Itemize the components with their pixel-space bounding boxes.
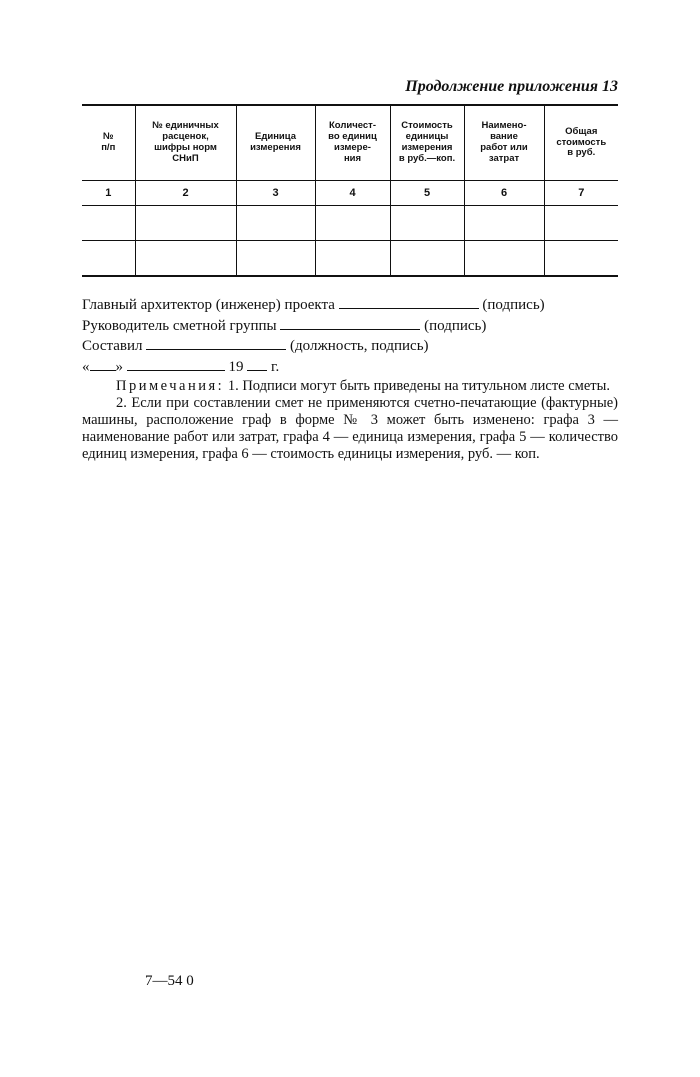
chief-architect-suffix: (подпись) <box>482 297 545 313</box>
header-unit: Единица измерения <box>236 105 315 181</box>
footer-code: 7—54 0 <box>145 973 194 989</box>
table-cell <box>236 241 315 277</box>
table-row <box>82 206 618 241</box>
note-1 <box>82 378 618 395</box>
table-header-row <box>82 105 618 181</box>
note-2 <box>82 395 618 463</box>
compiler-signature-blank <box>146 336 286 350</box>
table-cell <box>390 206 464 241</box>
table-row <box>82 241 618 277</box>
date-open-quote: « <box>82 358 90 375</box>
table-cell <box>236 206 315 241</box>
header-quantity: Количест- во единиц измере- ния <box>315 105 390 181</box>
header-total-cost: Общая стоимость в руб. <box>544 105 618 181</box>
group-leader-suffix: (подпись) <box>424 317 487 334</box>
compiler-label: Составил <box>82 338 143 354</box>
header-work-name: Наимено- вание работ или затрат <box>464 105 544 181</box>
page-heading: Продолжение приложения 13 <box>405 78 618 95</box>
column-number: 6 <box>464 181 544 206</box>
group-leader-label: Руководитель сметной группы <box>82 317 277 334</box>
chief-architect-signature-blank <box>339 295 479 309</box>
header-unit-cost: Стоимость единицы измерения в руб.—коп. <box>390 105 464 181</box>
date-suffix: г. <box>271 358 280 375</box>
date-line <box>82 357 622 378</box>
column-number: 7 <box>544 181 618 206</box>
notes-title: Примечания: <box>116 378 225 394</box>
column-number: 4 <box>315 181 390 206</box>
group-leader-signature-blank <box>280 316 420 330</box>
date-year-blank <box>247 357 267 371</box>
estimate-table <box>82 104 618 277</box>
table-cell <box>544 206 618 241</box>
table-cell <box>315 206 390 241</box>
chief-architect-line <box>82 295 622 316</box>
table-cell <box>135 206 236 241</box>
note-1-text: 1. Подписи могут быть приведены на титульном листе сметы. <box>227 378 610 394</box>
date-month-blank <box>127 357 225 371</box>
date-day-blank <box>90 357 116 371</box>
header-rate-codes: № единичных расценок, шифры норм СНиП <box>135 105 236 181</box>
table-cell <box>464 206 544 241</box>
compiler-line <box>82 336 622 357</box>
column-number: 3 <box>236 181 315 206</box>
table-cell <box>464 241 544 277</box>
note-2-text: 2. Если при составлении смет не применяются счетно-печатающие (фактурные) машины, расположение граф в форме № 3 может быть изменено: графа 3 — наименование работ или затрат, графа 4 — единица измерения, графа 5 — количество единиц измерения, графа 6 — стоимость единицы измерения, руб. — коп. <box>82 395 618 462</box>
compiler-suffix: (должность, подпись) <box>290 338 429 354</box>
column-number: 5 <box>390 181 464 206</box>
date-close-quote: » <box>115 358 123 375</box>
notes-block <box>82 378 618 463</box>
column-number-row <box>82 181 618 206</box>
table-cell <box>135 241 236 277</box>
signature-block <box>82 295 622 377</box>
table-cell <box>82 241 135 277</box>
column-number: 2 <box>135 181 236 206</box>
table-cell <box>315 241 390 277</box>
header-number: № п/п <box>82 105 135 181</box>
group-leader-line <box>82 316 622 337</box>
column-number: 1 <box>82 181 135 206</box>
table-cell <box>390 241 464 277</box>
chief-architect-label: Главный архитектор (инженер) проекта <box>82 297 335 313</box>
table-cell <box>544 241 618 277</box>
table-cell <box>82 206 135 241</box>
date-year-prefix: 19 <box>228 358 244 375</box>
